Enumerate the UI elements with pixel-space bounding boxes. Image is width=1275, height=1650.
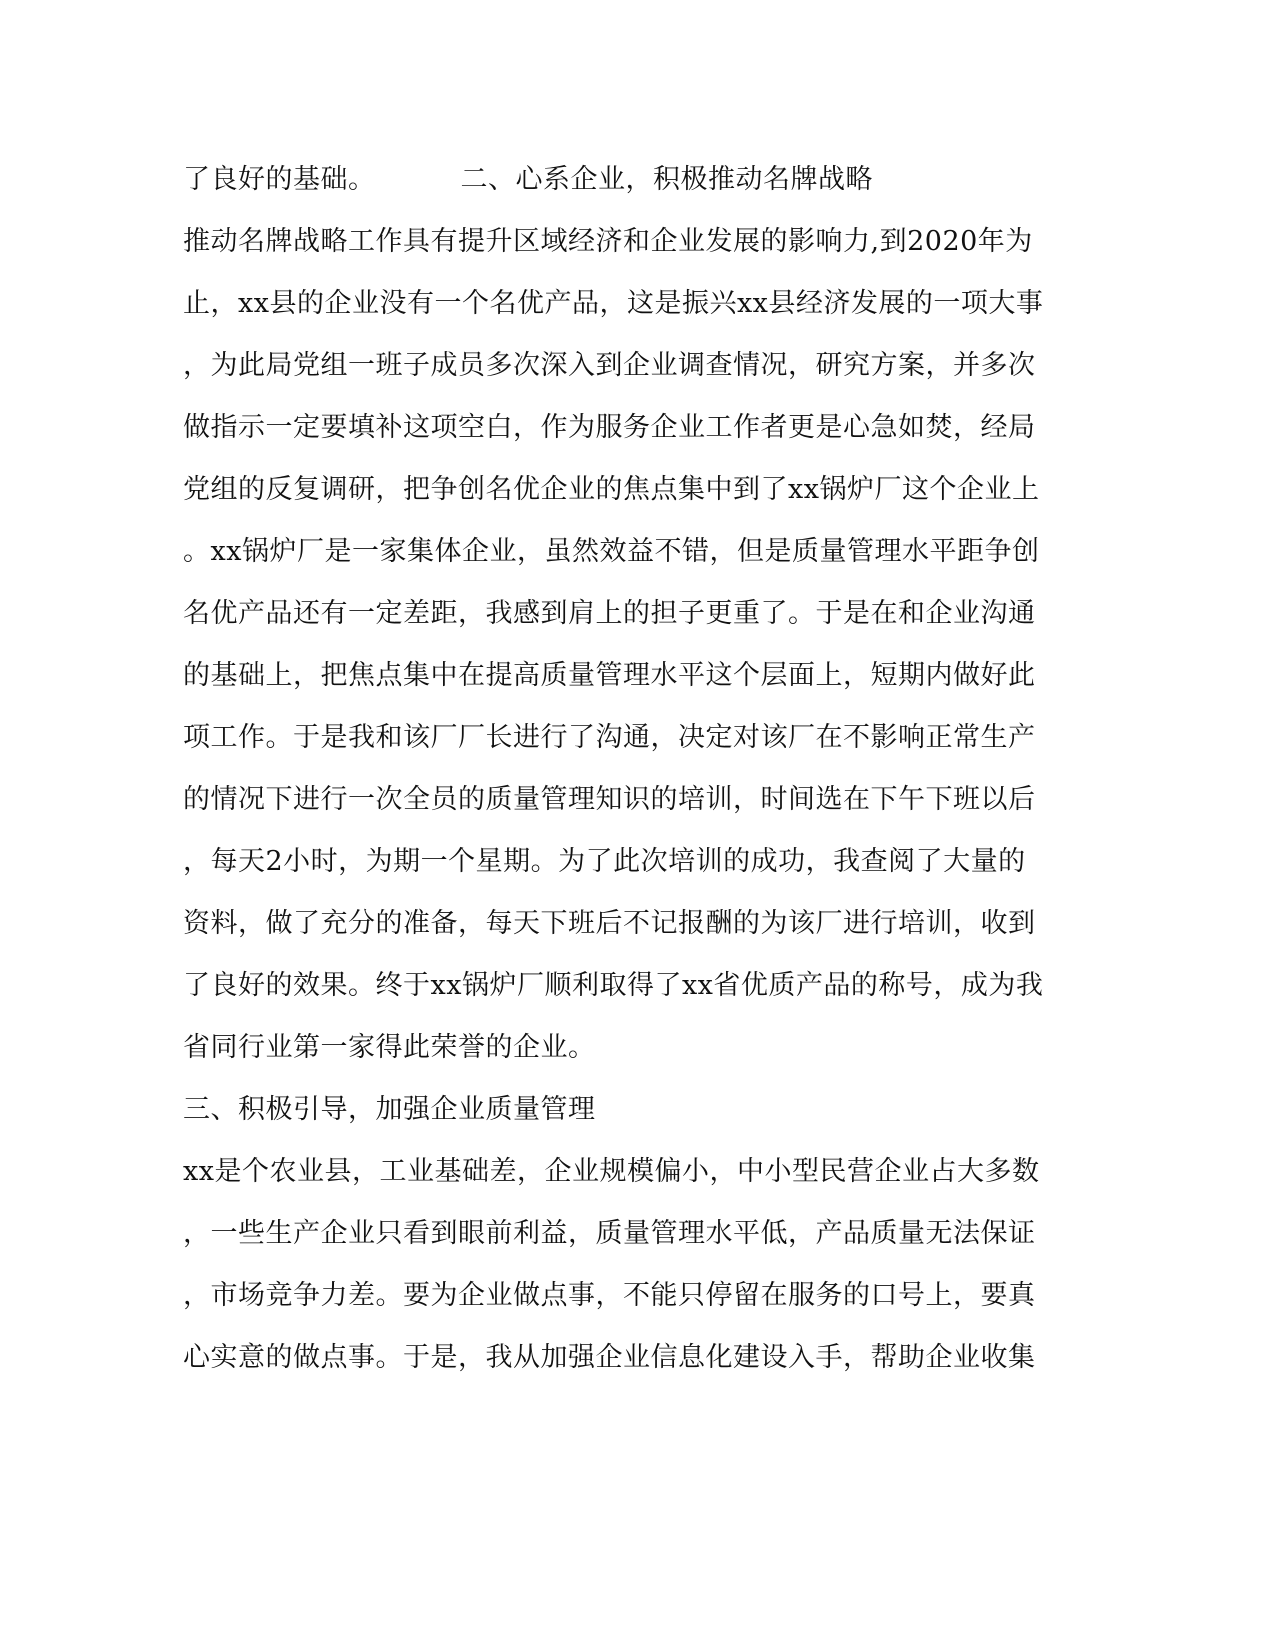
text-line: ，每天2小时，为期一个星期。为了此次培训的成功，我查阅了大量的 — [183, 846, 1026, 877]
text-line: 的基础上，把焦点集中在提高质量管理水平这个层面上，短期内做好此 — [183, 660, 1036, 691]
text-line: 。xx锅炉厂是一家集体企业，虽然效益不错，但是质量管理水平距争创 — [183, 536, 1040, 567]
text-line: 资料，做了充分的准备，每天下班后不记报酬的为该厂进行培训，收到 — [183, 908, 1036, 939]
text-line: 止，xx县的企业没有一个名优产品，这是振兴xx县经济发展的一项大事 — [183, 288, 1044, 319]
text-line: 心实意的做点事。于是，我从加强企业信息化建设入手，帮助企业收集 — [183, 1342, 1036, 1373]
text-line: 省同行业第一家得此荣誉的企业。 — [183, 1032, 596, 1063]
text-line: 项工作。于是我和该厂厂长进行了沟通，决定对该厂在不影响正常生产 — [183, 722, 1036, 753]
closing-text: 了良好的基础。 — [183, 164, 376, 195]
text-line: 了良好的效果。终于xx锅炉厂顺利取得了xx省优质产品的称号，成为我 — [183, 970, 1044, 1001]
section-heading: 三、积极引导，加强企业质量管理 — [183, 1094, 596, 1125]
text-line: 的情况下进行一次全员的质量管理知识的培训，时间选在下午下班以后 — [183, 784, 1036, 815]
text-line: ，为此局党组一班子成员多次深入到企业调查情况，研究方案，并多次 — [183, 350, 1036, 381]
section-heading: 二、心系企业，积极推动名牌战略 — [460, 164, 873, 195]
text-line — [183, 160, 1083, 200]
text-line: xx是个农业县，工业基础差，企业规模偏小，中小型民营企业占大多数 — [183, 1156, 1040, 1187]
text-line: ，市场竞争力差。要为企业做点事，不能只停留在服务的口号上，要真 — [183, 1280, 1036, 1311]
text-line: 名优产品还有一定差距，我感到肩上的担子更重了。于是在和企业沟通 — [183, 598, 1036, 629]
text-line: 做指示一定要填补这项空白，作为服务企业工作者更是心急如焚，经局 — [183, 412, 1036, 443]
text-line: 党组的反复调研，把争创名优企业的焦点集中到了xx锅炉厂这个企业上 — [183, 474, 1040, 505]
text-line: ，一些生产企业只看到眼前利益，质量管理水平低，产品质量无法保证 — [183, 1218, 1036, 1249]
text-line: 推动名牌战略工作具有提升区域经济和企业发展的影响力,到2020年为 — [183, 226, 1033, 257]
